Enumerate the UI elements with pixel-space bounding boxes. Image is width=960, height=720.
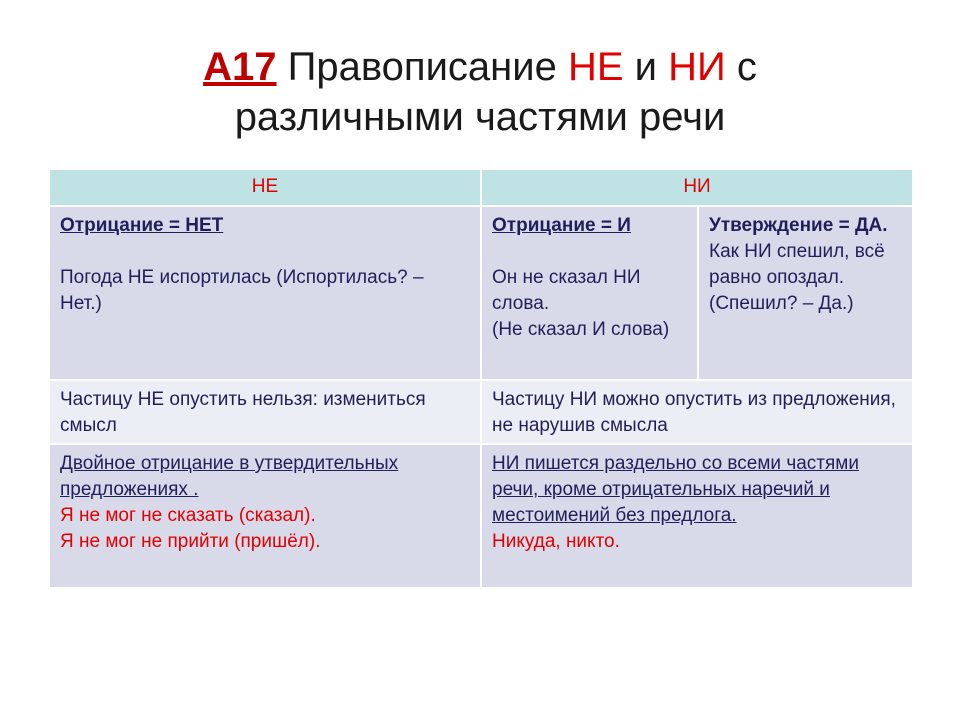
- title-code: A17: [203, 45, 277, 89]
- cell-ne-negation: [49, 206, 481, 380]
- ni-affirmation-example-2: (Спешил? – Да.): [709, 293, 854, 314]
- ni-affirmation-heading: Утверждение = ДА.: [709, 215, 888, 236]
- ni-negation-example-1: Он не сказал НИ слова.: [492, 267, 641, 314]
- ni-separate-rule: НИ пишется раздельно со всеми частями речи, кроме отрицательных наречий и местоимений без предлога.: [492, 453, 859, 526]
- table-row: [49, 206, 913, 380]
- header-ni: НИ: [481, 169, 913, 206]
- ni-affirmation-example-1: Как НИ спешил, всё равно опоздал.: [709, 241, 885, 288]
- title-ni: НИ: [668, 45, 726, 89]
- ni-separate-example: Никуда, никто.: [492, 531, 620, 552]
- cell-ni-omit: Частицу НИ можно опустить из предложения, не нарушив смысла: [481, 380, 913, 444]
- ni-negation-heading: Отрицание = И: [492, 215, 631, 236]
- ne-double-negation-rule: Двойное отрицание в утвердительных предложениях .: [60, 453, 399, 500]
- cell-ne-omit: Частицу НЕ опустить нельзя: измениться смысл: [49, 380, 481, 444]
- table-header-row: [49, 169, 913, 206]
- ni-negation-example-2: (Не сказал И слова): [492, 319, 670, 340]
- cell-ne-double-negation: [49, 444, 481, 588]
- cell-ni-separate: [481, 444, 913, 588]
- comparison-table: [48, 168, 914, 589]
- cell-ni-affirmation: [698, 206, 913, 380]
- title-part-3: с: [725, 45, 757, 89]
- header-ne: НЕ: [49, 169, 481, 206]
- table-row: [49, 444, 913, 588]
- cell-ni-negation: [481, 206, 698, 380]
- ne-negation-heading: Отрицание = НЕТ: [60, 215, 224, 236]
- ne-double-negation-example-1: Я не мог не сказать (сказал).: [60, 505, 316, 526]
- page-title: [0, 42, 960, 142]
- table-row: [49, 380, 913, 444]
- ne-double-negation-example-2: Я не мог не прийти (пришёл).: [60, 531, 321, 552]
- title-ne: НЕ: [567, 45, 624, 89]
- title-line-1: [0, 42, 960, 92]
- title-line-2: различными частями речи: [234, 95, 726, 139]
- title-part-1: Правописание: [276, 45, 568, 89]
- title-part-2: и: [623, 45, 669, 89]
- ne-negation-example: Погода НЕ испортилась (Испортилась? – Нет.): [60, 267, 424, 314]
